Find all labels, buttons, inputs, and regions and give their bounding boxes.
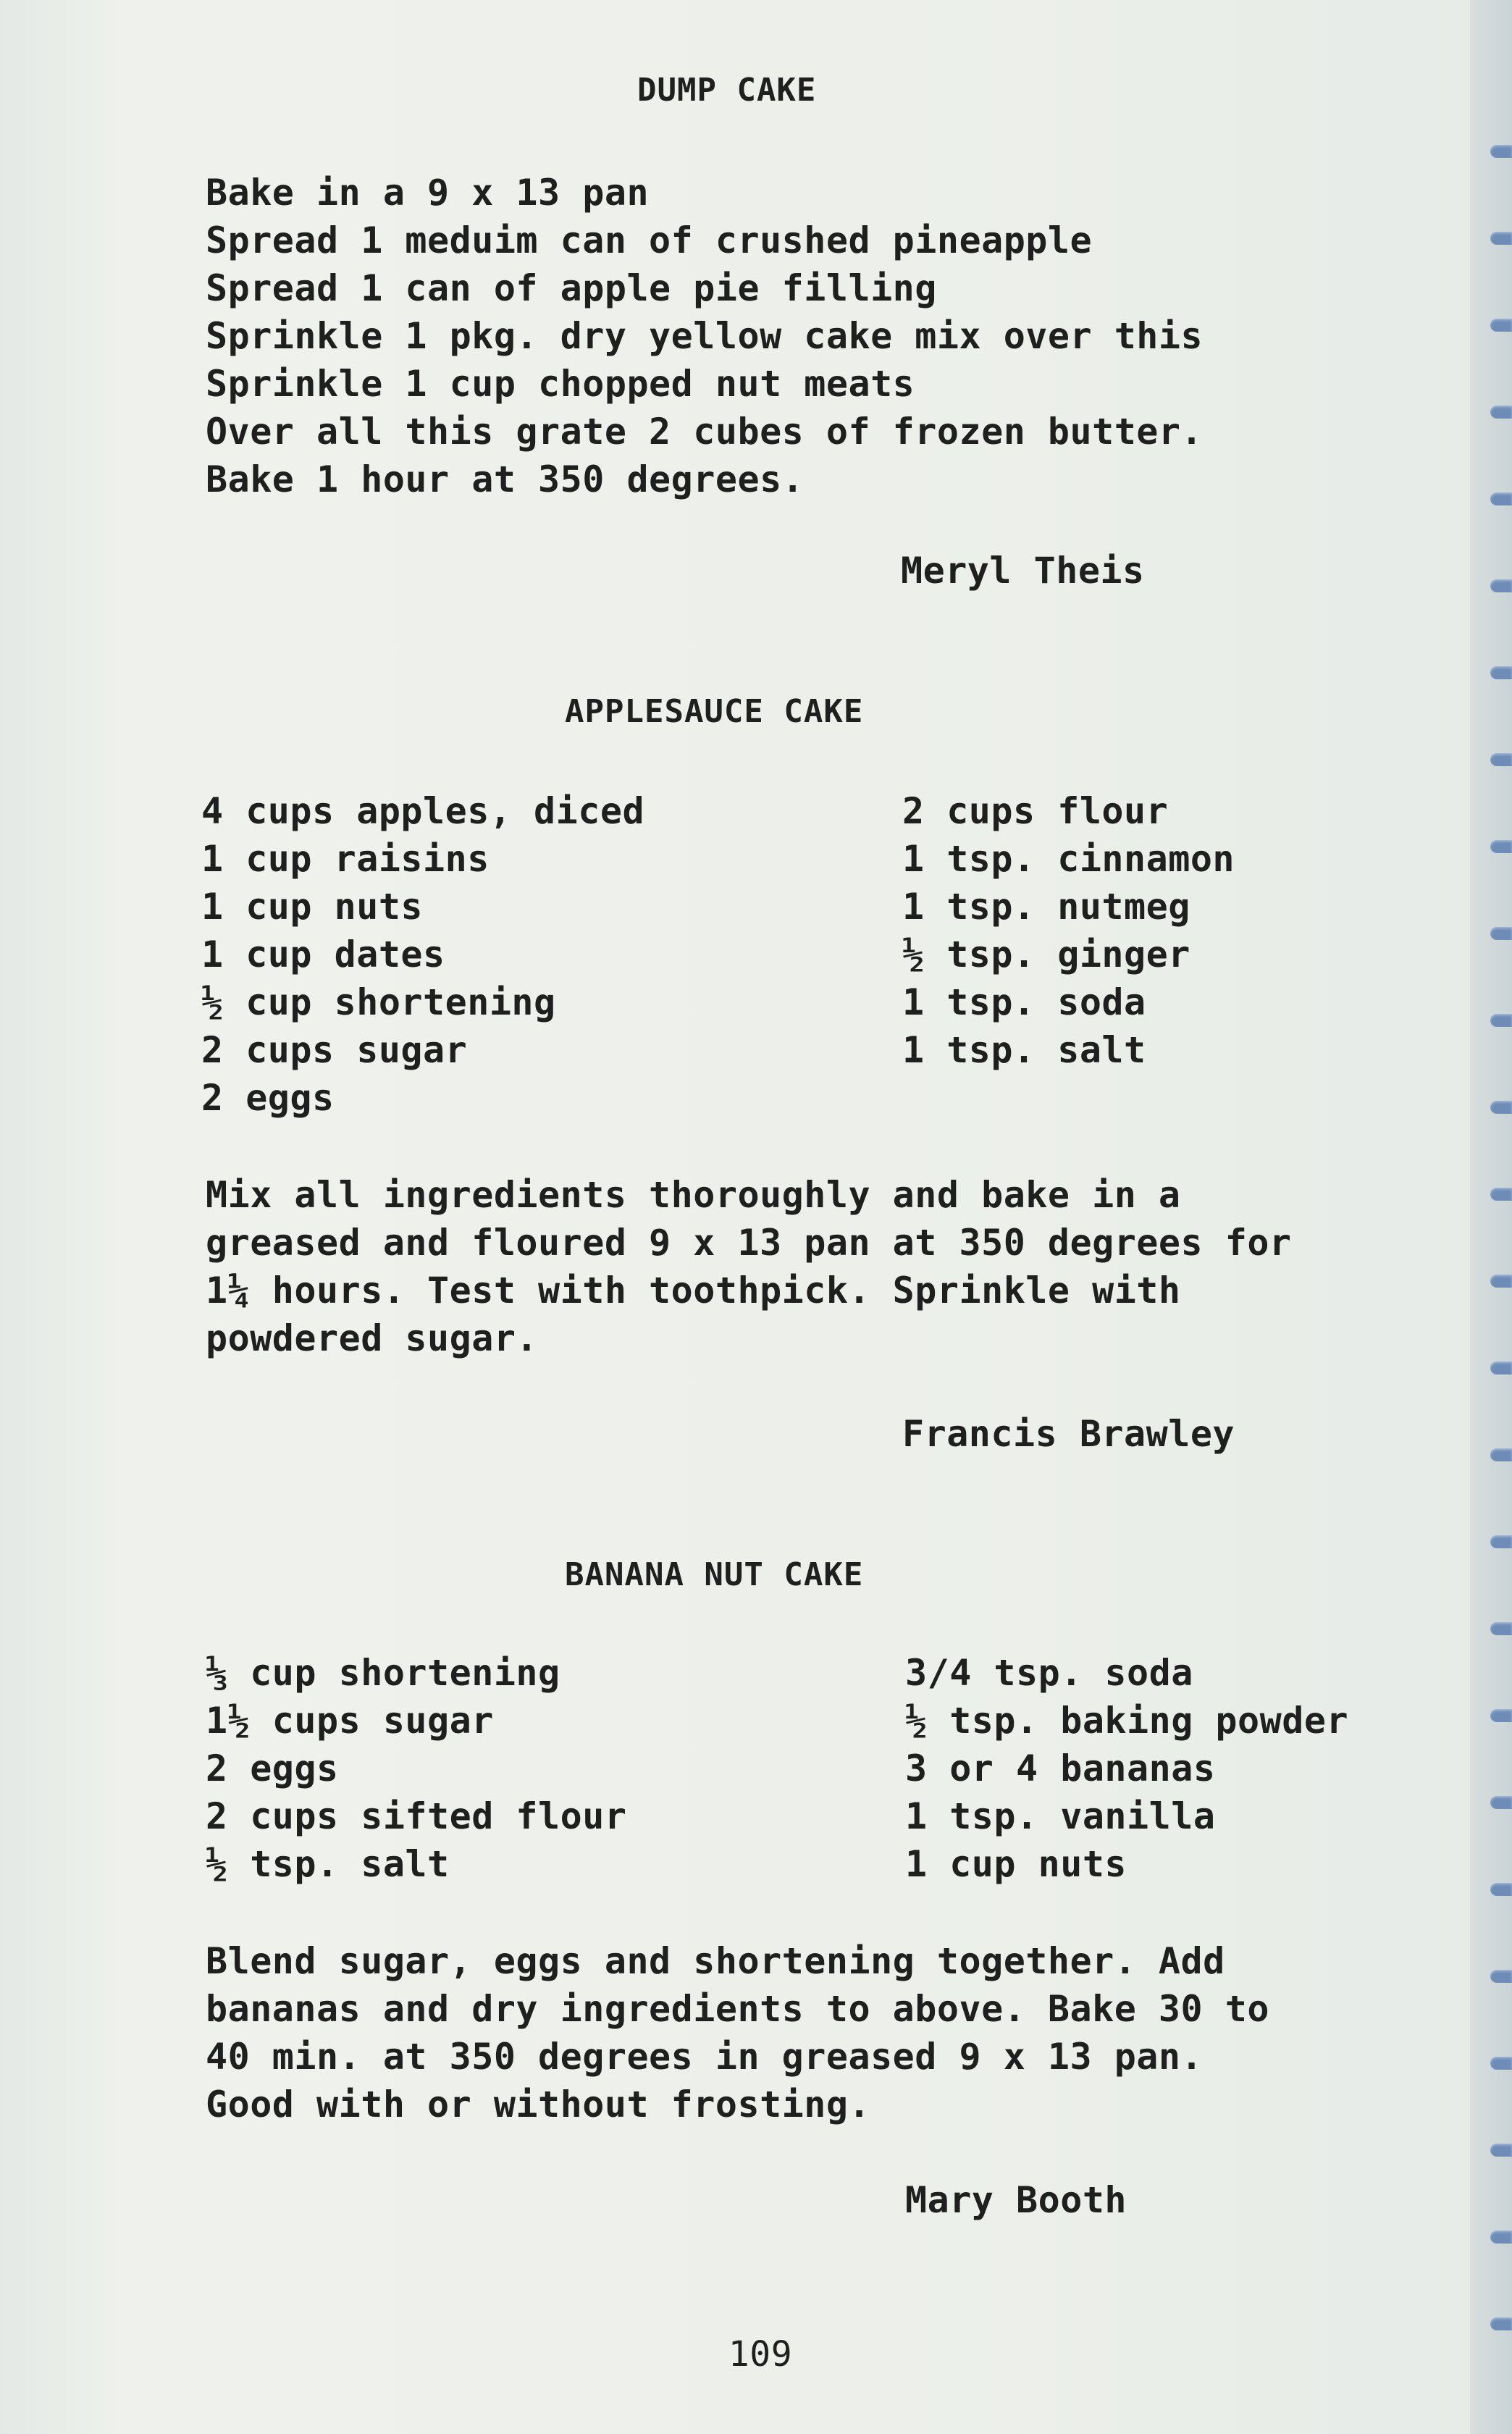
ingredient: 1½ cups sugar xyxy=(206,1700,494,1742)
binding-ring xyxy=(1490,753,1512,766)
ingredient: 1 tsp. salt xyxy=(902,1029,1146,1071)
ingredient: ½ tsp. salt xyxy=(206,1843,450,1885)
binding-ring xyxy=(1490,1970,1512,1983)
direction-line: Bake 1 hour at 350 degrees. xyxy=(206,458,805,500)
direction-line: 40 min. at 350 degrees in greased 9 x 13 pan. xyxy=(206,2036,1204,2078)
binding-ring xyxy=(1490,2144,1512,2157)
binding-ring xyxy=(1490,1014,1512,1027)
ingredient: ⅓ cup shortening xyxy=(206,1652,560,1694)
binding-ring xyxy=(1490,1275,1512,1288)
recipe-title: DUMP CAKE xyxy=(637,72,817,109)
ingredient: 2 cups sifted flour xyxy=(206,1795,627,1837)
binding-ring xyxy=(1490,1622,1512,1635)
direction-line: Spread 1 meduim can of crushed pineapple xyxy=(206,219,1093,261)
binding-ring xyxy=(1490,232,1512,245)
binding-ring xyxy=(1490,2317,1512,2330)
binding-ring xyxy=(1490,666,1512,679)
binding-ring xyxy=(1490,2231,1512,2244)
direction-line: Sprinkle 1 pkg. dry yellow cake mix over this xyxy=(206,315,1204,357)
ingredient: 2 cups sugar xyxy=(201,1029,468,1071)
direction-line: Over all this grate 2 cubes of frozen butter. xyxy=(206,411,1204,453)
binding-ring xyxy=(1490,1361,1512,1375)
binding-ring xyxy=(1490,1188,1512,1201)
ingredient: ½ tsp. baking powder xyxy=(905,1700,1349,1742)
ingredient: 1 cup raisins xyxy=(201,838,490,880)
binding-ring xyxy=(1490,145,1512,158)
ingredient: 4 cups apples, diced xyxy=(201,790,645,832)
ingredient: ½ tsp. ginger xyxy=(902,933,1190,975)
ingredient: 1 tsp. nutmeg xyxy=(902,886,1190,928)
direction-line: Blend sugar, eggs and shortening together. Add xyxy=(206,1940,1225,1982)
binding-ring xyxy=(1490,406,1512,419)
binding-ring xyxy=(1490,1535,1512,1548)
ingredient: 1 cup nuts xyxy=(905,1843,1127,1885)
ingredient: 1 tsp. cinnamon xyxy=(902,838,1235,880)
direction-line: 1¼ hours. Test with toothpick. Sprinkle with xyxy=(206,1270,1181,1312)
spiral-binding xyxy=(1470,0,1512,2434)
binding-ring xyxy=(1490,1883,1512,1896)
ingredient: 1 tsp. vanilla xyxy=(905,1795,1216,1837)
direction-line: Sprinkle 1 cup chopped nut meats xyxy=(206,363,915,405)
binding-ring xyxy=(1490,2057,1512,2070)
binding-ring xyxy=(1490,840,1512,853)
ingredient: 2 cups flour xyxy=(902,790,1169,832)
binding-ring xyxy=(1490,1448,1512,1461)
ingredient: 3 or 4 bananas xyxy=(905,1747,1216,1789)
recipe-page-content xyxy=(201,69,1422,2364)
ingredient: ½ cup shortening xyxy=(201,981,556,1023)
ingredient: 2 eggs xyxy=(206,1747,339,1789)
binding-ring xyxy=(1490,1101,1512,1114)
direction-line: Good with or without frosting. xyxy=(206,2083,871,2125)
direction-line: Spread 1 can of apple pie filling xyxy=(206,267,937,309)
ingredient: 1 cup dates xyxy=(201,933,445,975)
recipe-title: APPLESAUCE CAKE xyxy=(565,693,864,730)
direction-line: Bake in a 9 x 13 pan xyxy=(206,172,650,214)
binding-ring xyxy=(1490,579,1512,592)
direction-line: Mix all ingredients thoroughly and bake in a xyxy=(206,1174,1181,1216)
recipe-author: Francis Brawley xyxy=(902,1413,1235,1455)
recipe-author: Meryl Theis xyxy=(901,550,1145,592)
ingredient: 2 eggs xyxy=(201,1077,335,1119)
page-number: 109 xyxy=(728,2334,793,2375)
ingredient: 1 cup nuts xyxy=(201,886,424,928)
ingredient: 1 tsp. soda xyxy=(902,981,1146,1023)
direction-line: powdered sugar. xyxy=(206,1317,539,1359)
binding-ring xyxy=(1490,927,1512,940)
direction-line: greased and floured 9 x 13 pan at 350 degrees for xyxy=(206,1222,1292,1264)
binding-ring xyxy=(1490,492,1512,505)
ingredient: 3/4 tsp. soda xyxy=(905,1652,1193,1694)
recipe-title: BANANA NUT CAKE xyxy=(565,1556,864,1593)
binding-ring xyxy=(1490,319,1512,332)
binding-ring xyxy=(1490,1709,1512,1722)
direction-line: bananas and dry ingredients to above. Bake 30 to xyxy=(206,1988,1269,2030)
binding-ring xyxy=(1490,1796,1512,1809)
recipe-author: Mary Booth xyxy=(905,2179,1127,2221)
